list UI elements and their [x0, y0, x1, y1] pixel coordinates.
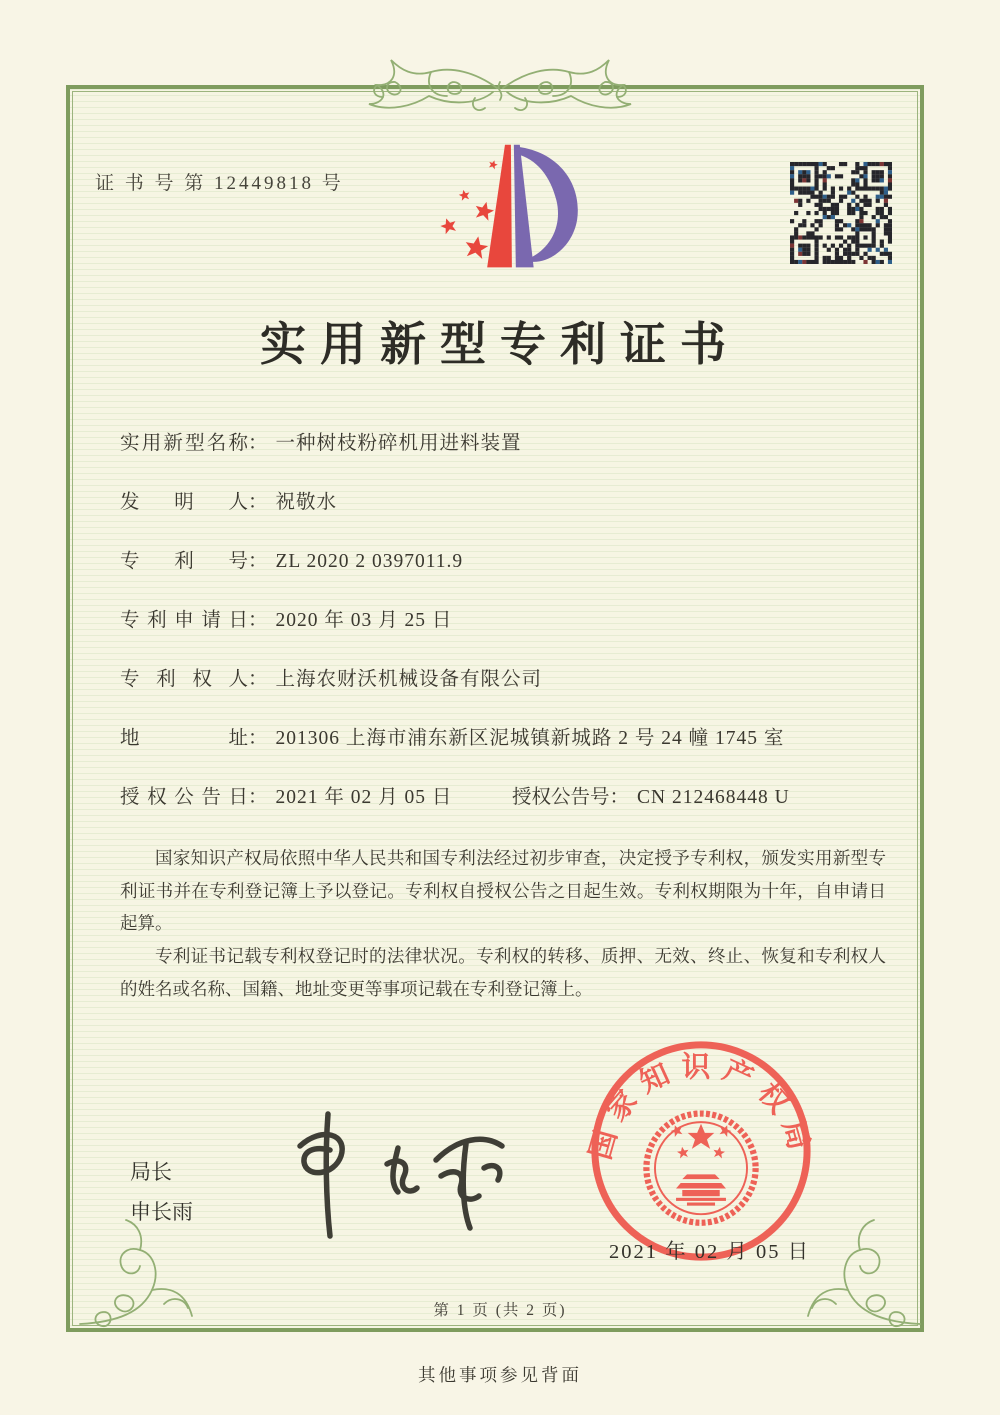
cnipa-red-seal [584, 1034, 818, 1268]
field-value-filing-date: 2020 年 03 月 25 日 [275, 610, 453, 631]
field-list [120, 430, 890, 843]
signer-name: 申长雨 [130, 1200, 193, 1224]
signer-title: 局长 [130, 1160, 172, 1184]
legal-paragraph-1: 国家知识产权局依照中华人民共和国专利法经过初步审查，决定授予专利权，颁发实用新型专利证书并在专利登记簿上予以登记。专利权自授权公告之日起生效。专利权期限为十年，自申请日起算。 [120, 848, 886, 934]
field-row-patent-number: 专利号 ： ZL 2020 2 0397011.9 [120, 548, 890, 575]
field-value-invention-name: 一种树枝粉碎机用进料装置 [275, 433, 522, 454]
field-row-patentee: 专利权人 ： 上海农财沃机械设备有限公司 [120, 666, 890, 693]
certificate-title: 实用新型专利证书 [260, 319, 740, 370]
svg-text:国家知识产权局 [585, 1052, 818, 1163]
field-label: 授权公告号 [512, 787, 610, 808]
field-grant-number: 授权公告号 ： CN 212468448 U [512, 784, 790, 811]
legal-paragraph-2: 专利证书记载专利权登记时的法律状况。专利权的转移、质押、无效、终止、恢复和专利权人的姓名或名称、国籍、地址变更等事项记载在专利登记簿上。 [120, 946, 886, 999]
seal-agency-text: 国家知识产权局 [584, 1051, 818, 1163]
field-value-grant-number: CN 212468448 U [637, 787, 790, 808]
field-value-grant-date: 2021 年 02 月 05 日 [275, 787, 453, 808]
field-row-inventor: 发明人 ： 祝敬水 [120, 489, 890, 516]
field-label: 实用新型名称 [120, 433, 248, 454]
legal-text-block [120, 842, 886, 1006]
field-label: 授权公告日 [120, 787, 248, 808]
back-side-note: 其他事项参见背面 [418, 1365, 582, 1385]
qr-code [790, 162, 892, 264]
field-value-address: 201306 上海市浦东新区泥城镇新城路 2 号 24 幢 1745 室 [275, 728, 785, 749]
director-signature-icon [268, 1098, 518, 1248]
field-row-grant-date: 授权公告日 ： 2021 年 02 月 05 日 授权公告号 ： CN 212468448 U [120, 784, 890, 811]
field-value-inventor: 祝敬水 [275, 492, 338, 513]
field-label: 专利号 [120, 551, 248, 572]
field-row-name: 实用新型名称 ： 一种树枝粉碎机用进料装置 [120, 430, 890, 457]
certificate-number: 证 书 号 第 12449818 号 [95, 173, 344, 194]
field-row-address: 地址 ： 201306 上海市浦东新区泥城镇新城路 2 号 24 幢 1745 室 [120, 725, 890, 752]
field-value-patent-number: ZL 2020 2 0397011.9 [275, 551, 464, 572]
cnipa-logo-icon [418, 138, 586, 288]
field-label: 专利权人 [120, 669, 248, 690]
signer-block [130, 1152, 193, 1232]
page-number-info: 第 1 页 (共 2 页) [433, 1302, 567, 1319]
field-label: 地址 [120, 728, 248, 749]
field-label: 专利申请日 [120, 610, 248, 631]
field-label: 发明人 [120, 492, 248, 513]
field-row-filing-date: 专利申请日 ： 2020 年 03 月 25 日 [120, 607, 890, 634]
field-value-patentee: 上海农财沃机械设备有限公司 [275, 669, 543, 690]
seal-date: 2021 年 02 月 05 日 [609, 1241, 811, 1263]
